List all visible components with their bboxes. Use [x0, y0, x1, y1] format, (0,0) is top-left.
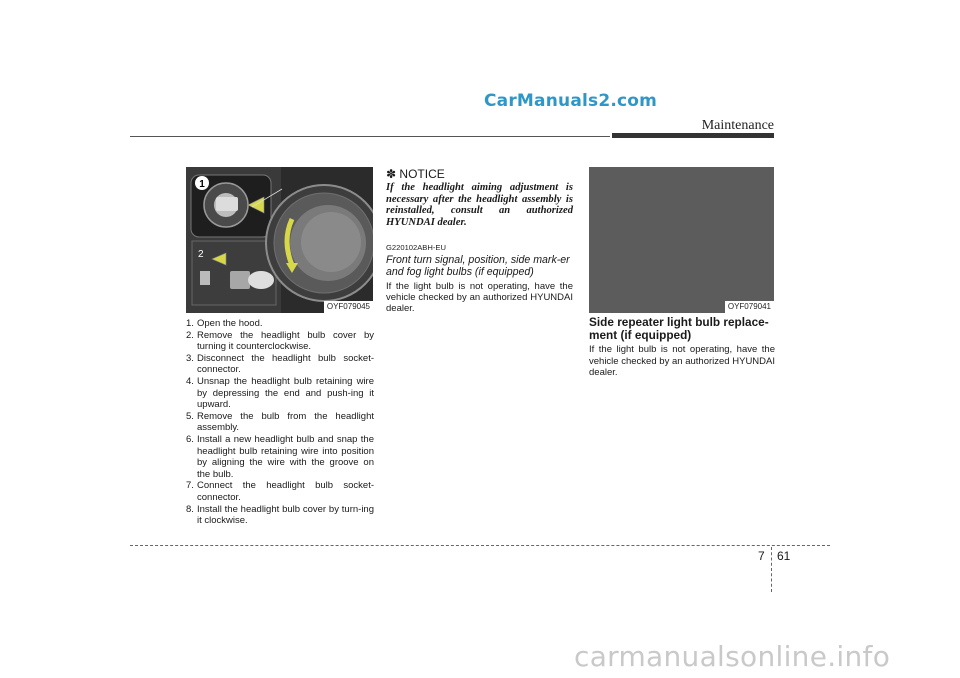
page-number: 61 — [777, 549, 791, 563]
list-item: 4. Unsnap the headlight bulb retaining wire by depressing the end and push-ing it upward. — [186, 375, 374, 411]
footer-rule — [130, 545, 830, 546]
front-bulbs-heading: Front turn signal, position, side mark-er and fog light bulbs (if equipped) — [386, 254, 570, 278]
notice-label: NOTICE — [399, 167, 445, 181]
list-item: 7. Connect the headlight bulb socket-connector. — [186, 480, 374, 503]
notice-heading — [386, 167, 573, 181]
list-item: 8. Install the headlight bulb cover by turn-ing it clockwise. — [186, 503, 374, 527]
callout-2-label: 2 — [198, 249, 204, 260]
figure-code: OYF079045 — [324, 301, 373, 313]
side-repeater-heading: Side repeater light bulb replace-ment (if equipped) — [589, 315, 769, 342]
front-bulbs-body: If the light bulb is not operating, have the vehicle checked by an authorized HYUNDAI dealer. — [386, 280, 573, 315]
notice-body: If the headlight aiming adjustment is necessary after the headlight assembly is reinstalled, consult an authorized HYUNDAI dealer. — [386, 182, 573, 228]
watermark-footer: carmanualsonline.info — [574, 640, 891, 673]
figure-code: OYF079041 — [725, 301, 774, 313]
side-repeater-body: If the light bulb is not operating, have the vehicle checked by an authorized HYUNDAI dealer. — [589, 344, 775, 378]
procedure-steps — [186, 318, 374, 527]
list-item: 6. Install a new headlight bulb and snap the headlight bulb retaining wire into position by aligning the wire with the groove on the bulb. — [186, 433, 374, 480]
side-repeater-illustration — [589, 167, 774, 313]
chapter-number: 7 — [758, 549, 765, 563]
side-repeater-section — [589, 316, 775, 378]
headlight-illustration — [186, 167, 373, 313]
notice-icon: ✽ — [386, 167, 397, 181]
section-code: G220102ABH-EU — [386, 243, 446, 253]
header-rule — [130, 136, 610, 137]
list-item: 1. Open the hood. — [186, 318, 263, 329]
header-rule-accent — [612, 133, 774, 138]
list-item: 3. Disconnect the headlight bulb socket-connector. — [186, 352, 374, 376]
watermark-logo: CarManuals2.com — [484, 91, 658, 111]
callout-1-label: 1 — [199, 179, 205, 190]
list-item: 2. Remove the headlight bulb cover by turning it counterclockwise. — [186, 329, 374, 353]
section-title: Maintenance — [701, 118, 774, 133]
page-divider — [771, 547, 772, 592]
notice-column — [386, 167, 573, 315]
list-item: 5. Remove the bulb from the headlight assembly. — [186, 410, 374, 434]
headlight-bulb-figure — [186, 167, 373, 313]
side-repeater-figure — [589, 167, 774, 313]
